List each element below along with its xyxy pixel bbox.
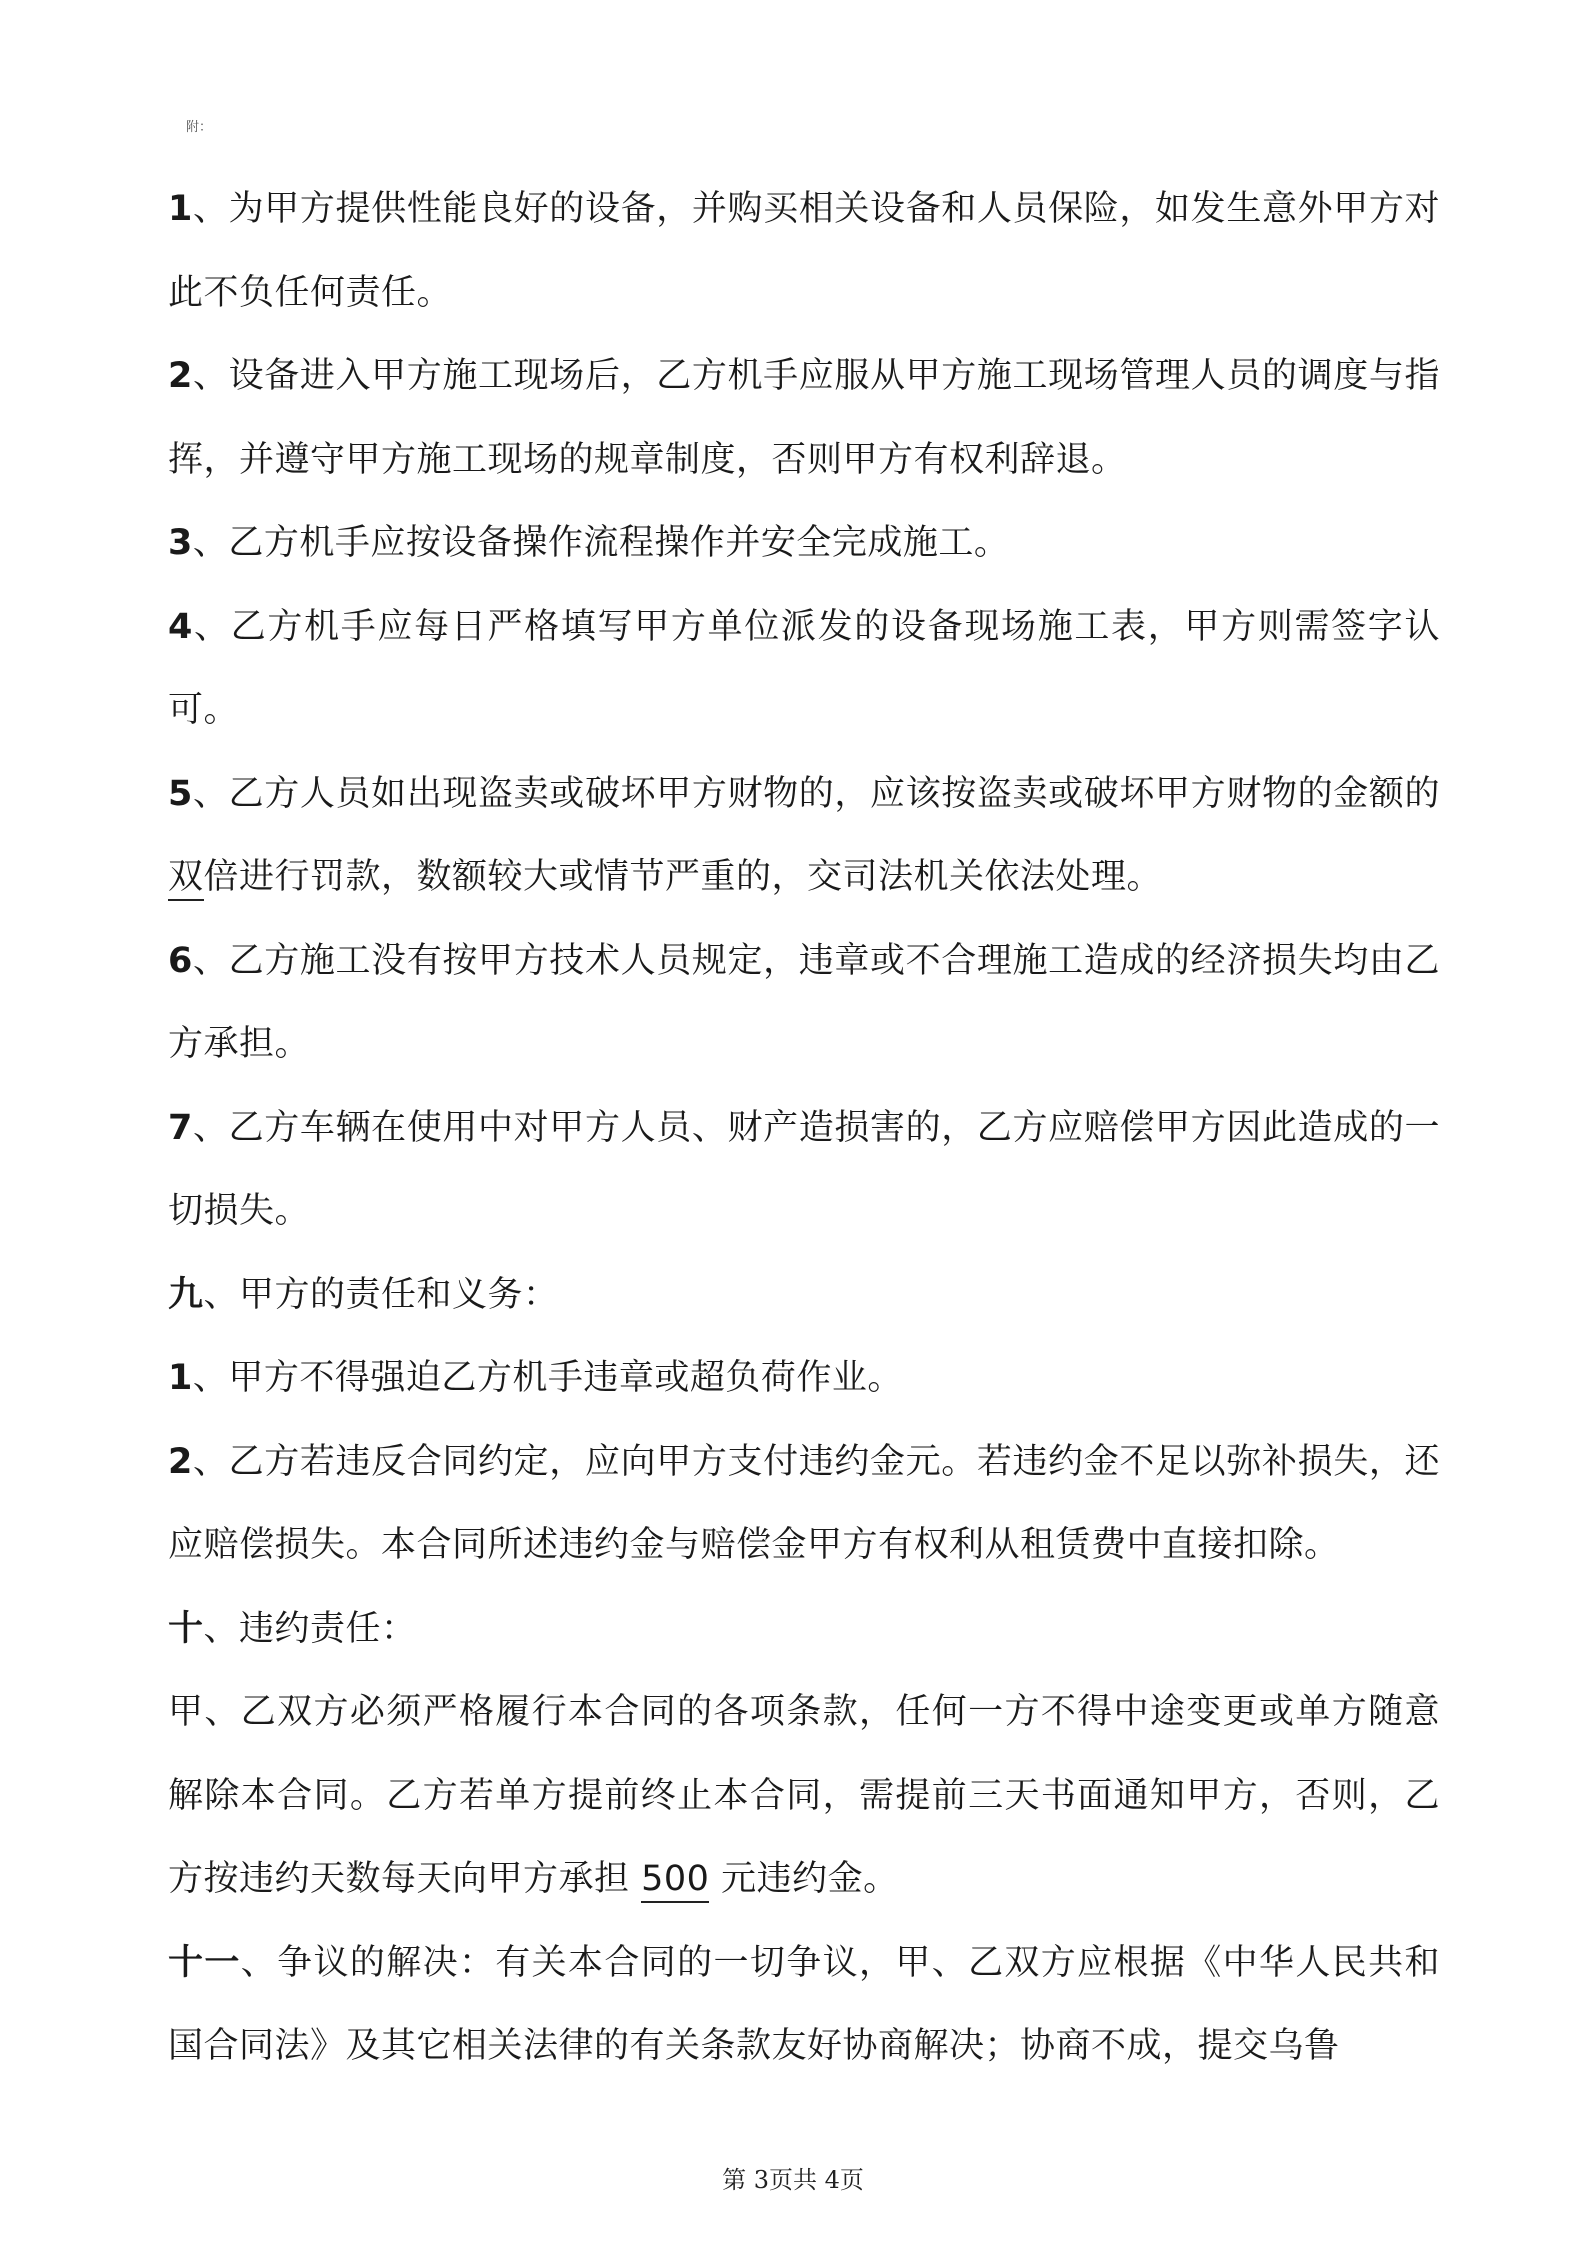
document-body <box>168 168 1440 2089</box>
clause-4: 4、乙方机手应每日严格填写甲方单位派发的设备现场施工表，甲方则需签字认可。 <box>168 606 1440 730</box>
header-mark: 附： <box>186 120 213 135</box>
clause-1: 1、为甲方提供性能良好的设备，并购买相关设备和人员保险，如发生意外甲方对此不负任何责任。 <box>168 189 1440 313</box>
section-9-heading: 九、甲方的责任和义务： <box>168 1274 559 1315</box>
clause-3: 3、乙方机手应按设备操作流程操作并安全完成施工。 <box>168 523 1010 563</box>
clause-6: 6、乙方施工没有按甲方技术人员规定，违章或不合理施工造成的经济损失均由乙方承担。 <box>168 940 1440 1064</box>
section-11: 十一、争议的解决：有关本合同的一切争议，甲、乙双方应根据《中华人民共和国合同法》及其它相关法律的有关条款友好协商解决；协商不成，提交乌鲁 <box>168 1942 1440 2066</box>
section-9-clause-2: 2、乙方若违反合同约定，应向甲方支付违约金元。若违约金不足以弥补损失，还应赔偿损失。本合同所述违约金与赔偿金甲方有权利从租赁费中直接扣除。 <box>168 1441 1440 1565</box>
page-number: 第 3页共 4页 <box>722 2166 864 2194</box>
clause-2: 2、设备进入甲方施工现场后，乙方机手应服从甲方施工现场管理人员的调度与指挥，并遵守甲方施工现场的规章制度，否则甲方有权利辞退。 <box>168 356 1440 480</box>
clause-5: 5、乙方人员如出现盗卖或破坏甲方财物的，应该按盗卖或破坏甲方财物的金额的双倍进行罚款，数额较大或情节严重的，交司法机关依法处理。 <box>168 753 1440 920</box>
underlined-multiplier: 双 <box>168 855 204 901</box>
clause-7: 7、乙方车辆在使用中对甲方人员、财产造损害的，乙方应赔偿甲方因此造成的一切损失。 <box>168 1107 1440 1231</box>
section-9-clause-1: 1、甲方不得强迫乙方机手违章或超负荷作业。 <box>168 1358 903 1398</box>
underlined-penalty-amount: 500 <box>641 1857 709 1903</box>
section-10-body: 甲、乙双方必须严格履行本合同的各项条款，任何一方不得中途变更或单方随意解除本合同。乙方若单方提前终止本合同，需提前三天书面通知甲方，否则，乙方按违约天数每天向甲方承担 500 元违约金。 <box>168 1671 1440 1922</box>
section-10-heading: 十、违约责任： <box>168 1608 417 1649</box>
